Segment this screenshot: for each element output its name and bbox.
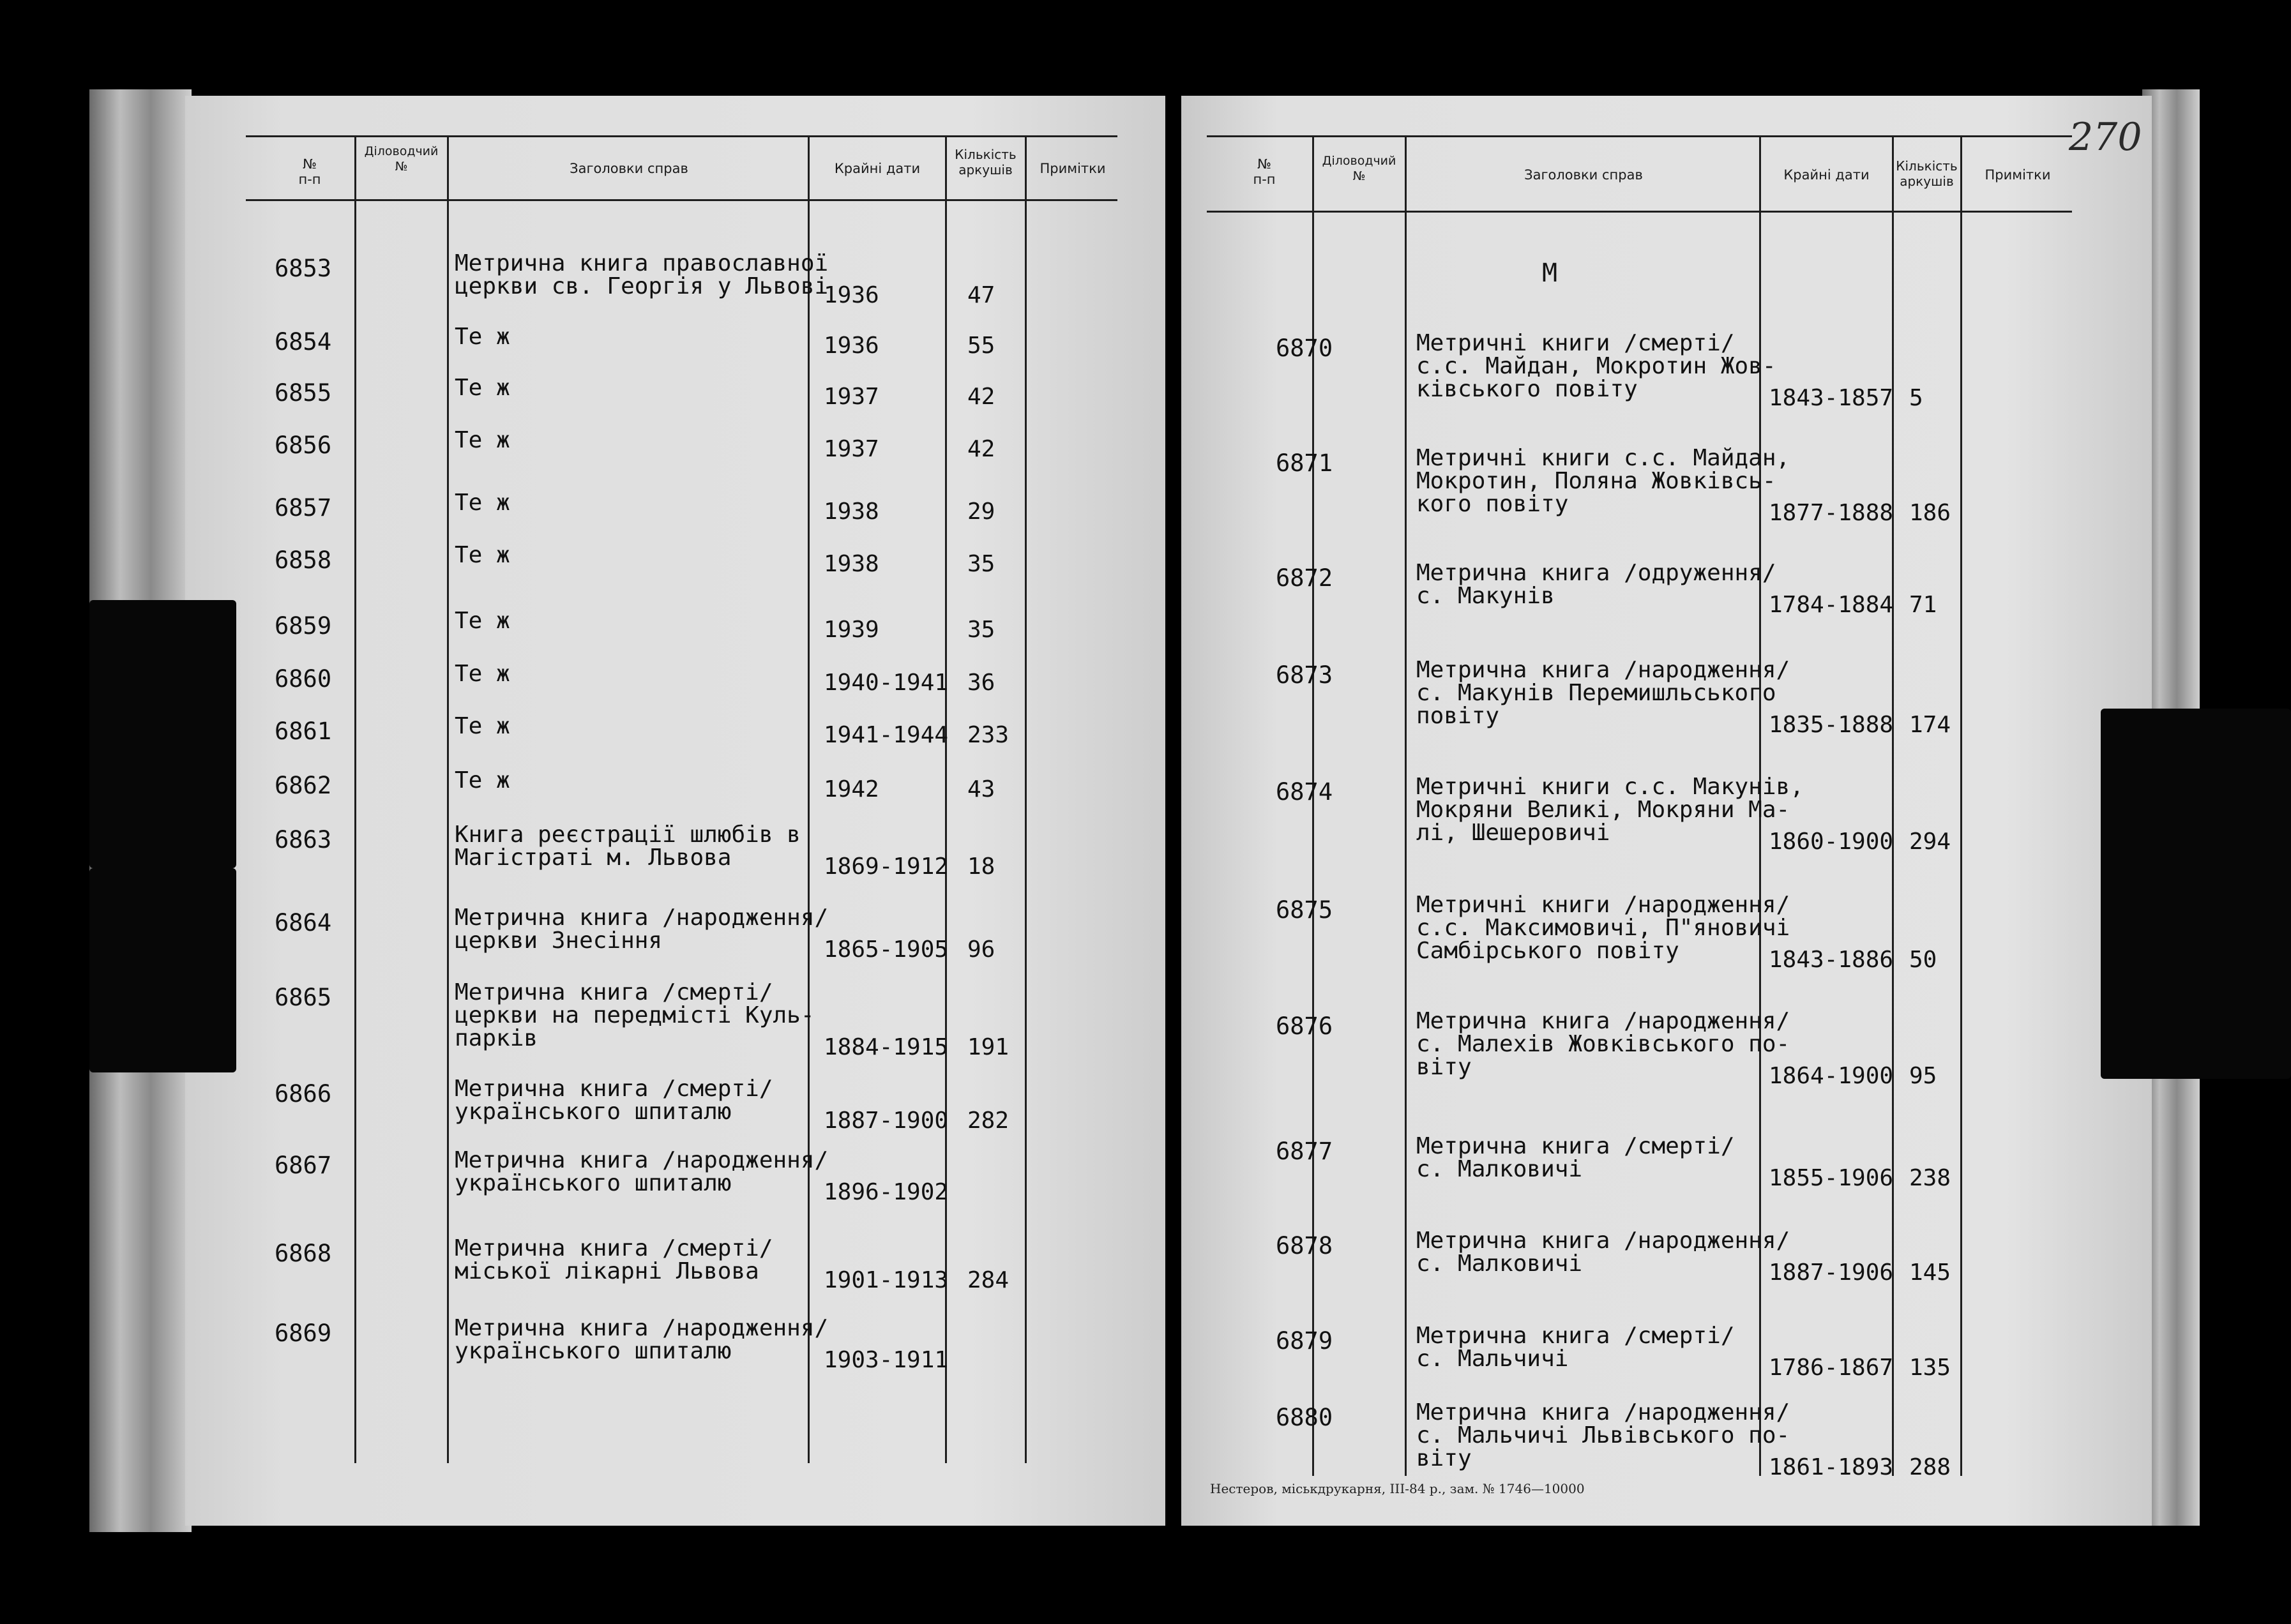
row-dates: 1884-1915 xyxy=(824,1034,949,1060)
row-dates: 1843-1886 xyxy=(1769,947,1894,973)
row-number: 6868 xyxy=(275,1240,332,1267)
row-number: 6870 xyxy=(1276,335,1333,362)
row-dates: 1861-1893 xyxy=(1769,1454,1894,1480)
right-col-divider-2 xyxy=(1405,135,1407,1476)
row-sheets: 284 xyxy=(967,1267,1009,1293)
row-title: Те ж xyxy=(455,375,510,401)
row-sheets: 233 xyxy=(967,722,1009,748)
row-sheets: 5 xyxy=(1909,385,1923,411)
row-number: 6865 xyxy=(275,984,332,1011)
right-header-num: № п-п xyxy=(1253,156,1276,187)
row-sheets: 238 xyxy=(1909,1165,1951,1191)
row-title: Метрична книга /народження/ с. Мальчичі Львівського по- віту xyxy=(1416,1399,1790,1471)
row-title: Метрична книга православної церкви св. Георгія у Львові xyxy=(455,250,829,299)
left-col-divider-1 xyxy=(354,135,356,1463)
row-dates: 1855-1906 xyxy=(1769,1165,1894,1191)
row-sheets: 145 xyxy=(1909,1259,1951,1286)
row-title: Те ж xyxy=(455,608,510,634)
left-header-notes: Примітки xyxy=(1040,161,1106,176)
page-number: 270 xyxy=(2069,115,2142,160)
row-dates: 1937 xyxy=(824,384,879,410)
row-sheets: 43 xyxy=(967,776,995,802)
row-title: Метричні книги с.с. Майдан, Мокротин, Поляна Жовківсь- кого повіту xyxy=(1416,445,1790,517)
row-dates: 1887-1906 xyxy=(1769,1259,1894,1286)
row-dates: 1835-1888 xyxy=(1769,712,1894,738)
row-dates: 1939 xyxy=(824,617,879,643)
row-sheets: 42 xyxy=(967,436,995,462)
row-title: Те ж xyxy=(455,427,510,453)
row-dates: 1942 xyxy=(824,776,879,802)
row-sheets: 29 xyxy=(967,499,995,525)
left-header-title: Заголовки справ xyxy=(570,161,688,176)
row-title: Те ж xyxy=(455,661,510,687)
row-title: Метрична книга /народження/ с. Макунів Перемишльського повіту xyxy=(1416,657,1790,729)
right-col-divider-5 xyxy=(1960,135,1962,1476)
row-dates: 1940-1941 xyxy=(824,670,949,696)
printer-footer: Нестеров, міськдрукарня, III-84 р., зам. № 1746—10000 xyxy=(1210,1481,1585,1496)
left-col-divider-5 xyxy=(1025,135,1027,1463)
left-clip-bottom xyxy=(89,868,236,1072)
row-title: Метрична книга /смерті/ с. Мальчичі xyxy=(1416,1323,1735,1372)
row-sheets: 50 xyxy=(1909,947,1937,973)
left-header-dates: Крайні дати xyxy=(834,161,921,176)
row-title: Метрична книга /смерті/ українського шпиталю xyxy=(455,1076,773,1125)
row-number: 6875 xyxy=(1276,896,1333,924)
row-number: 6858 xyxy=(275,546,332,574)
row-dates: 1843-1857 xyxy=(1769,385,1894,411)
row-dates: 1903-1911 xyxy=(824,1347,949,1373)
row-sheets: 174 xyxy=(1909,712,1951,738)
row-number: 6878 xyxy=(1276,1232,1333,1259)
row-title: Те ж xyxy=(455,713,510,739)
row-dates: 1896-1902 xyxy=(824,1179,949,1205)
row-sheets: 288 xyxy=(1909,1454,1951,1480)
right-header-dates: Крайні дати xyxy=(1783,167,1870,183)
row-dates: 1865-1905 xyxy=(824,936,949,963)
row-dates: 1860-1900 xyxy=(1769,829,1894,855)
row-sheets: 18 xyxy=(967,853,995,880)
row-dates: 1901-1913 xyxy=(824,1267,949,1293)
row-dates: 1864-1900 xyxy=(1769,1063,1894,1089)
row-dates: 1937 xyxy=(824,436,879,462)
row-title: Метричні книги /народження/ с.с. Максимовичі, П"яновичі Самбірського повіту xyxy=(1416,892,1790,964)
row-dates: 1941-1944 xyxy=(824,722,949,748)
row-dates: 1869-1912 xyxy=(824,853,949,880)
row-title: Те ж xyxy=(455,324,510,350)
row-number: 6880 xyxy=(1276,1404,1333,1431)
row-dates: 1887-1900 xyxy=(824,1108,949,1134)
row-title: Метрична книга /народження/ с. Малехів Жовківського по- віту xyxy=(1416,1008,1790,1080)
right-clip xyxy=(2101,709,2291,1079)
section-letter: М xyxy=(1542,259,1558,288)
row-dates: 1936 xyxy=(824,333,879,359)
row-number: 6871 xyxy=(1276,449,1333,477)
row-title: Метрична книга /смерті/ міської лікарні Львова xyxy=(455,1235,773,1284)
left-header-top-rule xyxy=(246,135,1117,137)
row-sheets: 36 xyxy=(967,670,995,696)
right-header-clerk: Діловодчий № xyxy=(1322,154,1396,183)
row-sheets: 35 xyxy=(967,551,995,577)
row-sheets: 186 xyxy=(1909,500,1951,526)
row-sheets: 135 xyxy=(1909,1355,1951,1381)
right-header-bottom-rule xyxy=(1207,211,2072,213)
row-number: 6856 xyxy=(275,432,332,459)
row-sheets: 282 xyxy=(967,1108,1009,1134)
row-number: 6857 xyxy=(275,494,332,522)
row-sheets: 35 xyxy=(967,617,995,643)
right-header-notes: Примітки xyxy=(1985,167,2051,183)
row-title: Метрична книга /смерті/ с. Малковичі xyxy=(1416,1133,1735,1182)
row-number: 6877 xyxy=(1276,1138,1333,1165)
row-number: 6864 xyxy=(275,909,332,936)
row-dates: 1938 xyxy=(824,551,879,577)
left-header-bottom-rule xyxy=(246,199,1117,201)
right-header-sheets: Кількість аркушів xyxy=(1896,158,1958,189)
row-number: 6853 xyxy=(275,255,332,282)
left-page xyxy=(185,96,1165,1526)
row-number: 6862 xyxy=(275,772,332,799)
row-sheets: 71 xyxy=(1909,592,1937,618)
row-title: Книга реєстрації шлюбів в Магістраті м. Львова xyxy=(455,822,801,871)
row-dates: 1938 xyxy=(824,499,879,525)
row-title: Те ж xyxy=(455,542,510,568)
left-header-num: № п-п xyxy=(298,156,321,187)
left-header-sheets: Кількість аркушів xyxy=(955,147,1017,177)
row-title: Метрична книга /народження/ українського шпиталю xyxy=(455,1147,829,1196)
row-dates: 1786-1867 xyxy=(1769,1355,1894,1381)
row-number: 6863 xyxy=(275,826,332,853)
row-number: 6867 xyxy=(275,1152,332,1179)
row-sheets: 96 xyxy=(967,936,995,963)
left-col-divider-2 xyxy=(447,135,449,1463)
row-sheets: 55 xyxy=(967,333,995,359)
row-dates: 1936 xyxy=(824,282,879,308)
row-title: Метрична книга /народження/ українського шпиталю xyxy=(455,1315,829,1364)
row-title: Те ж xyxy=(455,767,510,793)
row-dates: 1784-1884 xyxy=(1769,592,1894,618)
row-title: Метрична книга /народження/ с. Малковичі xyxy=(1416,1228,1790,1277)
right-header-title: Заголовки справ xyxy=(1524,167,1643,183)
row-number: 6854 xyxy=(275,328,332,356)
row-number: 6866 xyxy=(275,1080,332,1108)
row-title: Метрична книга /смерті/ церкви на передмісті Куль- парків xyxy=(455,979,815,1051)
row-number: 6876 xyxy=(1276,1012,1333,1040)
row-number: 6874 xyxy=(1276,778,1333,806)
row-title: Те ж xyxy=(455,490,510,516)
row-sheets: 42 xyxy=(967,384,995,410)
row-sheets: 95 xyxy=(1909,1063,1937,1089)
row-number: 6879 xyxy=(1276,1327,1333,1355)
left-clip-top xyxy=(89,600,236,868)
row-number: 6860 xyxy=(275,665,332,693)
row-number: 6873 xyxy=(1276,661,1333,689)
row-number: 6855 xyxy=(275,379,332,407)
row-title: Метрична книга /народження/ церкви Знесіння xyxy=(455,905,829,954)
row-sheets: 47 xyxy=(967,282,995,308)
row-title: Метрична книга /одруження/ с. Макунів xyxy=(1416,560,1776,609)
row-sheets: 191 xyxy=(967,1034,1009,1060)
row-number: 6872 xyxy=(1276,564,1333,592)
row-number: 6861 xyxy=(275,718,332,745)
row-number: 6869 xyxy=(275,1320,332,1347)
left-header-clerk: Діловодчий № xyxy=(364,144,439,174)
row-dates: 1877-1888 xyxy=(1769,500,1894,526)
row-number: 6859 xyxy=(275,612,332,640)
row-title: Метричні книги /смерті/ с.с. Майдан, Мокротин Жов- ківського повіту xyxy=(1416,330,1776,402)
row-sheets: 294 xyxy=(1909,829,1951,855)
left-col-divider-3 xyxy=(808,135,810,1463)
left-col-divider-4 xyxy=(945,135,947,1463)
right-header-top-rule xyxy=(1207,135,2072,137)
row-title: Метричні книги с.с. Макунів, Мокряни Великі, Мокряни Ма- лі, Шешеровичі xyxy=(1416,774,1804,846)
